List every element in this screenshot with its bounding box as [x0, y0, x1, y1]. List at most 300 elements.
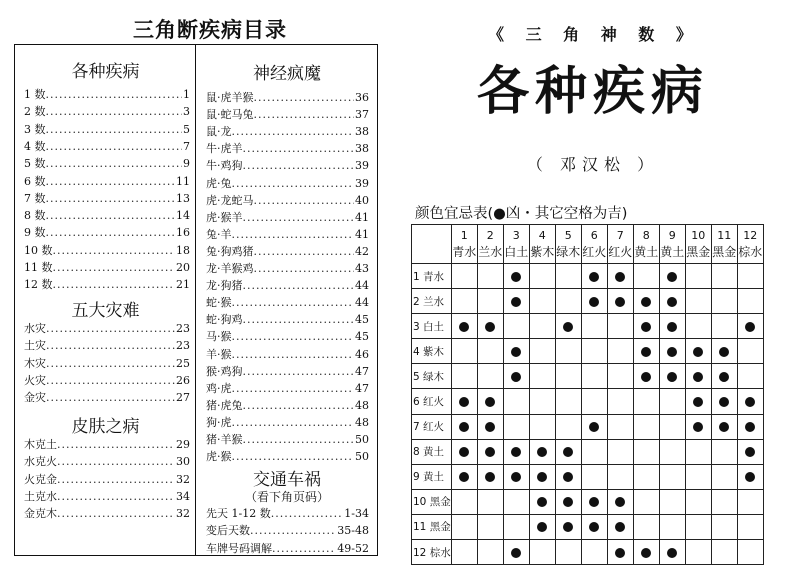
toc-entry	[24, 357, 190, 370]
table-cell	[633, 414, 659, 439]
table-cell	[503, 289, 529, 314]
entry-page: 40	[355, 193, 369, 207]
table-cell	[555, 339, 581, 364]
table-cell	[451, 364, 477, 389]
table-cell	[607, 364, 633, 389]
column-number: 2	[486, 229, 494, 242]
entry-label: 兔·狗鸡猪	[206, 244, 254, 258]
toc-entry	[24, 244, 190, 257]
entry-page: 7	[183, 139, 190, 153]
table-cell	[581, 364, 607, 389]
toc-entry	[24, 123, 190, 136]
table-cell	[685, 489, 711, 514]
dot-mark	[537, 472, 547, 482]
table-cell	[607, 289, 633, 314]
column-number: 9	[668, 229, 676, 242]
column-name: 红火	[608, 245, 633, 259]
table-cell	[503, 414, 529, 439]
entry-label: 水克火	[24, 455, 57, 469]
toc-entry	[24, 261, 190, 274]
toc-entry	[206, 313, 369, 326]
table-cell	[503, 439, 529, 464]
table-cell	[555, 389, 581, 414]
entry-page: 32	[176, 507, 190, 521]
dot-mark	[537, 522, 547, 532]
entry-label: 木灾	[24, 356, 46, 370]
entry-page: 50	[355, 450, 369, 464]
column-header	[477, 225, 503, 264]
table-cell	[503, 364, 529, 389]
column-number: 8	[642, 229, 650, 242]
table-cell	[633, 314, 659, 339]
row-label: 5 绿木	[412, 364, 452, 389]
column-header	[711, 225, 737, 264]
toc-entry	[206, 296, 369, 309]
dot-mark	[693, 397, 703, 407]
dot-leader	[232, 228, 355, 241]
table-cell	[529, 364, 555, 389]
table-cell	[451, 389, 477, 414]
toc-entry	[24, 490, 190, 503]
table-cell	[737, 264, 763, 289]
toc-entry	[206, 433, 369, 446]
column-name: 青水	[452, 245, 477, 259]
entry-label: 土克水	[24, 489, 57, 503]
entry-page: 49-52	[337, 541, 369, 555]
dot-leader	[232, 450, 355, 463]
dot-mark	[615, 272, 625, 282]
entry-label: 猪·羊猴	[206, 433, 243, 446]
entry-page: 45	[355, 330, 369, 344]
toc-entry	[206, 91, 369, 104]
dot-leader	[46, 226, 176, 239]
entry-label: 兔·羊	[206, 227, 232, 241]
table-row	[412, 314, 764, 339]
column-number: 10	[691, 229, 706, 242]
entry-page: 43	[355, 262, 369, 275]
entry-page: 1-34	[344, 507, 369, 520]
table-cell	[529, 339, 555, 364]
entry-page: 32	[176, 472, 190, 486]
entry-page: 3	[183, 105, 190, 119]
toc-entry	[206, 524, 369, 537]
toc-entry	[206, 450, 369, 463]
toc-entry	[206, 330, 369, 343]
toc-entry	[24, 374, 190, 387]
dot-leader	[46, 140, 183, 153]
table-cell	[581, 540, 607, 565]
dot-leader	[232, 125, 355, 138]
table-header-row	[412, 225, 764, 264]
dot-leader	[46, 105, 183, 118]
row-label: 10 黑金	[412, 489, 452, 514]
dot-mark	[485, 472, 495, 482]
table-cell	[659, 464, 685, 489]
table-row	[412, 414, 764, 439]
entry-label: 火灾	[24, 373, 46, 387]
table-cell	[529, 414, 555, 439]
dot-mark	[693, 422, 703, 432]
table-cell	[529, 464, 555, 489]
table-cell	[529, 264, 555, 289]
toc-divider	[195, 44, 196, 556]
dot-leader	[250, 524, 336, 537]
table-cell	[685, 389, 711, 414]
table-cell	[659, 264, 685, 289]
column-header	[581, 225, 607, 264]
table-cell	[555, 289, 581, 314]
entry-page: 38	[355, 142, 369, 156]
entry-page: 48	[355, 398, 369, 412]
table-cell	[633, 264, 659, 289]
table-cell	[581, 314, 607, 339]
dot-mark	[589, 497, 599, 507]
dot-leader	[57, 507, 175, 520]
table-cell	[503, 464, 529, 489]
entry-page: 47	[355, 381, 369, 395]
table-row	[412, 540, 764, 565]
dot-leader	[46, 192, 176, 205]
dot-leader	[243, 433, 355, 446]
entry-page: 42	[355, 244, 369, 258]
entry-label: 车牌号码调解	[206, 541, 272, 555]
entry-label: 蛇·狗鸡	[206, 313, 243, 327]
table-cell	[503, 489, 529, 514]
table-cell	[737, 339, 763, 364]
dot-mark	[511, 548, 521, 558]
column-header	[503, 225, 529, 264]
table-cell	[685, 339, 711, 364]
dot-leader	[46, 339, 175, 352]
table-cell	[503, 314, 529, 339]
section-title: 五大灾难	[71, 301, 140, 321]
dot-mark	[615, 548, 625, 558]
dot-leader	[243, 365, 355, 378]
table-cell	[711, 364, 737, 389]
column-number: 1	[460, 229, 468, 242]
table-cell	[659, 289, 685, 314]
dot-leader	[232, 382, 355, 395]
table-cell	[529, 289, 555, 314]
dot-leader	[254, 262, 355, 275]
dot-mark	[511, 447, 521, 457]
row-label: 1 青水	[412, 264, 452, 289]
table-cell	[477, 439, 503, 464]
table-cell	[633, 514, 659, 539]
dot-leader	[46, 357, 175, 370]
entry-label: 鼠·虎羊猴	[206, 91, 254, 104]
entry-label: 猴·鸡狗	[206, 364, 243, 378]
table-cell	[685, 540, 711, 565]
table-cell	[529, 439, 555, 464]
toc-entry	[24, 209, 190, 222]
table-cell	[451, 489, 477, 514]
toc-entry	[206, 108, 369, 121]
toc-entry	[24, 278, 190, 291]
entry-label: 7 数	[24, 191, 46, 205]
dot-mark	[667, 322, 677, 332]
table-cell	[737, 389, 763, 414]
dot-mark	[719, 372, 729, 382]
table-cell	[451, 464, 477, 489]
column-name: 兰水	[478, 245, 503, 259]
dot-mark	[537, 447, 547, 457]
table-cell	[555, 514, 581, 539]
entry-label: 虎·猴羊	[206, 210, 243, 224]
table-cell	[477, 364, 503, 389]
dot-mark	[459, 447, 469, 457]
entry-label: 鼠·龙	[206, 125, 232, 139]
table-row	[412, 439, 764, 464]
dot-mark	[719, 347, 729, 357]
table-cell	[451, 264, 477, 289]
entry-label: 9 数	[24, 226, 46, 240]
dot-leader	[243, 313, 355, 326]
entry-page: 11	[176, 174, 190, 188]
dot-mark	[511, 372, 521, 382]
table-cell	[529, 540, 555, 565]
dot-mark	[641, 548, 651, 558]
dot-mark	[511, 272, 521, 282]
dot-leader	[232, 416, 355, 429]
table-cell	[711, 264, 737, 289]
table-cell	[685, 264, 711, 289]
dot-leader	[53, 278, 176, 291]
column-name: 黑金	[712, 245, 737, 259]
table-cell	[581, 464, 607, 489]
table-cell	[451, 314, 477, 339]
entry-page: 41	[355, 210, 369, 224]
table-cell	[503, 264, 529, 289]
toc-title: 三角断疾病目录	[133, 18, 287, 42]
section-title: 各种疾病	[71, 62, 140, 82]
entry-page: 48	[355, 415, 369, 429]
toc-entry	[206, 142, 369, 155]
dot-mark	[745, 322, 755, 332]
table-cell	[633, 464, 659, 489]
toc-entry	[24, 507, 190, 520]
author-name: （ 邓汉松 ）	[526, 155, 660, 174]
table-cell	[581, 514, 607, 539]
entry-page: 27	[176, 391, 190, 405]
dot-mark	[641, 297, 651, 307]
table-cell	[633, 439, 659, 464]
dot-mark	[693, 372, 703, 382]
entry-page: 36	[355, 91, 369, 104]
dot-mark	[589, 522, 599, 532]
table-cell	[711, 414, 737, 439]
dot-leader	[46, 209, 176, 222]
row-label: 8 黄土	[412, 439, 452, 464]
dot-leader	[254, 91, 355, 104]
column-header	[451, 225, 477, 264]
row-label: 12 棕水	[412, 540, 452, 565]
table-cell	[451, 540, 477, 565]
row-label: 4 紫木	[412, 339, 452, 364]
entry-page: 35-48	[337, 524, 369, 538]
table-cell	[581, 289, 607, 314]
table-cell	[477, 540, 503, 565]
table-cell	[607, 389, 633, 414]
table-cell	[607, 314, 633, 339]
table-row	[412, 364, 764, 389]
dot-leader	[232, 177, 355, 190]
table-cell	[555, 414, 581, 439]
column-number: 7	[616, 229, 624, 242]
entry-page: 13	[176, 191, 190, 205]
toc-entry	[24, 88, 190, 101]
toc-entry	[206, 542, 369, 555]
table-cell	[581, 264, 607, 289]
table-cell	[555, 264, 581, 289]
dot-mark	[459, 422, 469, 432]
dot-mark	[667, 272, 677, 282]
table-cell	[451, 339, 477, 364]
table-row	[412, 489, 764, 514]
dot-mark	[745, 447, 755, 457]
entry-label: 金克木	[24, 507, 57, 521]
dot-leader	[271, 507, 344, 520]
entry-label: 龙·羊猴鸡	[206, 262, 254, 275]
row-label: 9 黄土	[412, 464, 452, 489]
toc-entry	[206, 159, 369, 172]
table-cell	[555, 364, 581, 389]
table-cell	[737, 439, 763, 464]
row-label: 3 白土	[412, 314, 452, 339]
toc-entry	[24, 339, 190, 352]
entry-page: 44	[355, 296, 369, 310]
column-name: 白土	[504, 245, 529, 259]
table-cell	[607, 339, 633, 364]
table-cell	[607, 489, 633, 514]
column-header	[529, 225, 555, 264]
table-cell	[529, 489, 555, 514]
dot-leader	[53, 261, 176, 274]
table-cell	[581, 439, 607, 464]
table-cell	[711, 464, 737, 489]
entry-label: 虎·猴	[206, 450, 232, 464]
dot-mark	[667, 372, 677, 382]
entry-page: 29	[176, 438, 190, 451]
table-cell	[503, 339, 529, 364]
entry-label: 变后天数	[206, 524, 250, 538]
dot-mark	[641, 372, 651, 382]
table-cell	[659, 489, 685, 514]
dot-mark	[719, 422, 729, 432]
toc-entry	[24, 175, 190, 188]
table-cell	[685, 314, 711, 339]
column-name: 黄土	[660, 245, 685, 259]
entry-page: 1	[183, 88, 190, 101]
dot-mark	[745, 472, 755, 482]
dot-leader	[243, 399, 355, 412]
entry-label: 1 数	[24, 88, 46, 101]
section-title: 皮肤之病	[71, 417, 140, 437]
entry-page: 5	[183, 122, 190, 136]
table-cell	[555, 489, 581, 514]
entry-page: 21	[176, 278, 190, 292]
column-header	[607, 225, 633, 264]
entry-page: 16	[176, 226, 190, 240]
entry-label: 虎·兔	[206, 176, 232, 190]
table-cell	[633, 289, 659, 314]
table-cell	[555, 540, 581, 565]
table-cell	[451, 414, 477, 439]
table-cell	[737, 414, 763, 439]
dot-leader	[254, 245, 355, 258]
toc-entry	[206, 279, 369, 292]
dot-mark	[563, 522, 573, 532]
toc-entry	[206, 416, 369, 429]
column-header	[555, 225, 581, 264]
entry-page: 18	[176, 243, 190, 257]
color-table	[411, 224, 764, 565]
entry-label: 蛇·猴	[206, 296, 232, 310]
table-cell	[659, 540, 685, 565]
table-row	[412, 514, 764, 539]
column-header	[737, 225, 763, 264]
entry-page: 39	[355, 159, 369, 173]
table-cell	[685, 414, 711, 439]
entry-label: 8 数	[24, 209, 46, 223]
entry-label: 10 数	[24, 243, 53, 257]
entry-label: 土灾	[24, 339, 46, 353]
dot-mark	[615, 497, 625, 507]
table-cell	[451, 439, 477, 464]
entry-label: 11 数	[24, 261, 53, 274]
dot-mark	[667, 548, 677, 558]
table-cell	[607, 464, 633, 489]
table-cell	[607, 439, 633, 464]
toc-entry	[24, 105, 190, 118]
dot-mark	[589, 272, 599, 282]
toc-entry	[24, 455, 190, 468]
entry-page: 38	[355, 125, 369, 139]
row-label: 2 兰水	[412, 289, 452, 314]
dot-mark	[745, 397, 755, 407]
column-header	[659, 225, 685, 264]
dot-leader	[243, 159, 355, 172]
dot-mark	[589, 297, 599, 307]
toc-entry	[206, 177, 369, 190]
dot-mark	[667, 297, 677, 307]
table-cell	[477, 414, 503, 439]
dot-leader	[46, 157, 183, 170]
dot-mark	[589, 422, 599, 432]
dot-leader	[57, 438, 175, 451]
entry-label: 4 数	[24, 139, 46, 153]
table-cell	[737, 289, 763, 314]
dot-mark	[615, 522, 625, 532]
table-cell	[503, 540, 529, 565]
table-cell	[555, 439, 581, 464]
toc-entry	[206, 382, 369, 395]
entry-page: 14	[176, 209, 190, 223]
toc-entry	[206, 262, 369, 275]
table-cell	[451, 289, 477, 314]
entry-page: 23	[176, 339, 190, 353]
row-label: 11 黑金	[412, 514, 452, 539]
dot-leader	[243, 142, 355, 155]
toc-entry	[206, 348, 369, 361]
table-cell	[711, 289, 737, 314]
column-name: 棕水	[738, 245, 763, 259]
series-title: 《 三 角 神 数 》	[488, 25, 700, 44]
toc-entry	[24, 322, 190, 335]
table-cell	[607, 514, 633, 539]
toc-entry	[206, 228, 369, 241]
entry-label: 狗·虎	[206, 415, 232, 429]
